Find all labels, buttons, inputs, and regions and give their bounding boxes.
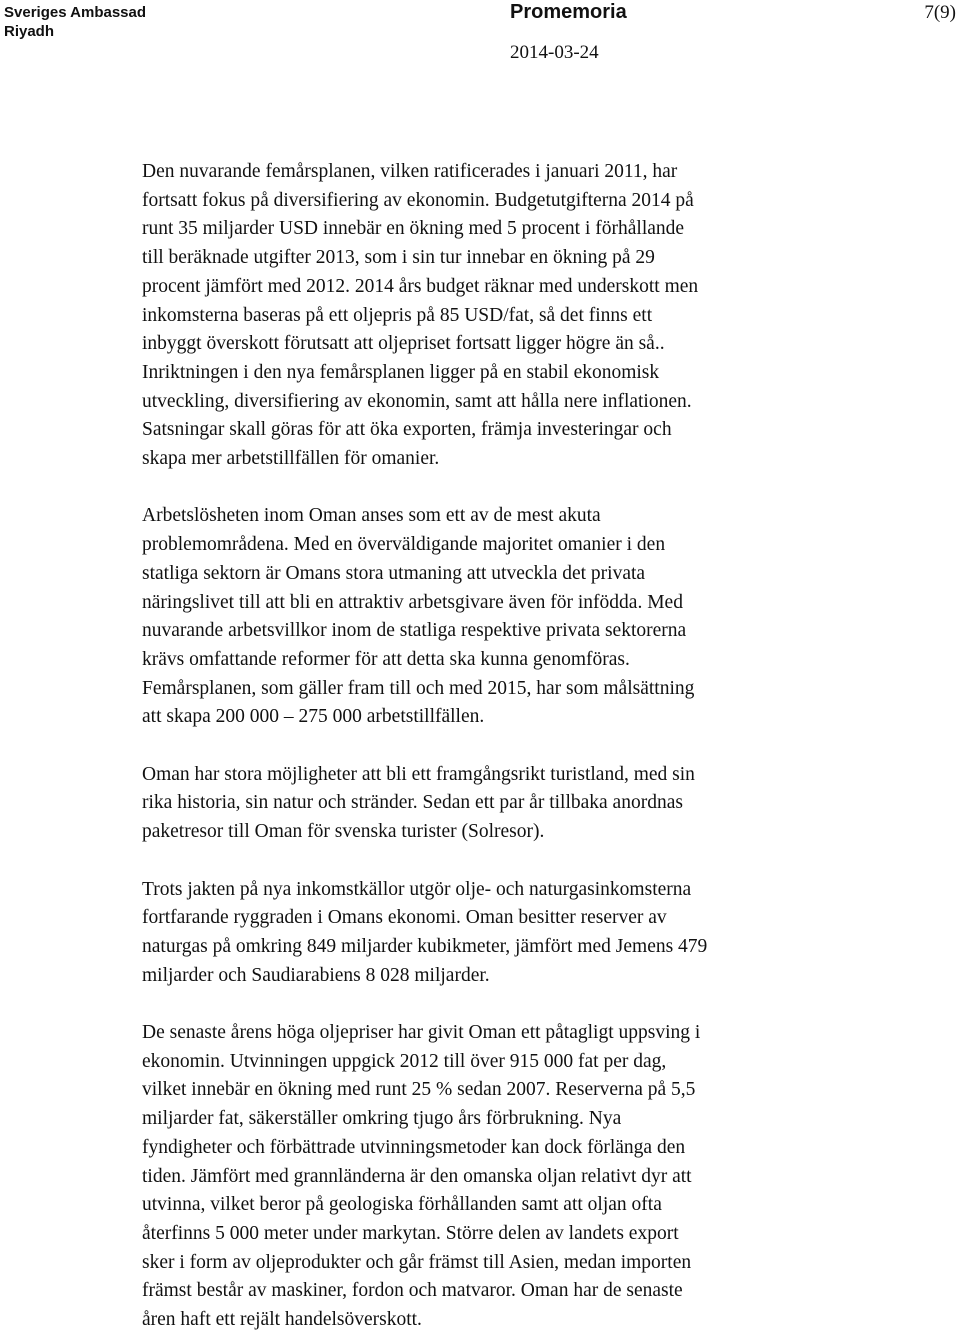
body-paragraph [142, 158, 942, 474]
paragraph-line: krävs omfattande reformer för att detta ska kunna genomföras. [142, 648, 630, 670]
paragraph-line: paketresor till Oman för svenska turister (Solresor). [142, 821, 545, 843]
paragraph-line: ekonomin. Utvinningen uppgick 2012 till över 915 000 fat per dag, [142, 1050, 667, 1072]
paragraph-line: att skapa 200 000 – 275 000 arbetstillfällen. [142, 706, 485, 728]
document-type: Promemoria [510, 1, 627, 23]
paragraph-line: inbyggt överskott förutsatt att oljepriset fortsatt ligger högre än så.. [142, 333, 665, 355]
paragraph-line: utvinna, vilket beror på geologiska förhållanden samt att oljan ofta [142, 1194, 662, 1216]
paragraph-line: Femårsplanen, som gäller fram till och med 2015, har som målsättning [142, 677, 695, 699]
document-date: 2014-03-24 [510, 42, 599, 63]
paragraph-line: Oman har stora möjligheter att bli ett framgångsrikt turistland, med sin [142, 763, 695, 785]
paragraph-line: problemområdena. Med en överväldigande majoritet omanier i den [142, 534, 666, 556]
paragraph-line: sker i form av oljeprodukter och går främst till Asien, medan importen [142, 1251, 692, 1273]
paragraph-line: Arbetslösheten inom Oman anses som ett av de mest akuta [142, 505, 601, 527]
body-paragraph [142, 876, 942, 991]
document-body [142, 158, 942, 1335]
organization-name: Sveriges Ambassad [4, 4, 147, 21]
body-paragraph [142, 502, 942, 732]
paragraph-line: naturgas på omkring 849 miljarder kubikmeter, jämfört med Jemens 479 [142, 935, 708, 957]
body-paragraph [142, 761, 942, 847]
paragraph-line: fortfarande ryggraden i Omans ekonomi. Oman besitter reserver av [142, 907, 667, 929]
paragraph-line: vilket innebär en ökning med runt 25 % sedan 2007. Reserverna på 5,5 [142, 1079, 696, 1101]
paragraph-line: De senaste årens höga oljepriser har givit Oman ett påtagligt uppsving i [142, 1022, 701, 1044]
paragraph-line: nuvarande arbetsvillkor inom de statliga respektive privata sektorerna [142, 620, 687, 642]
paragraph-line: Trots jakten på nya inkomstkällor utgör olje- och naturgasinkomsterna [142, 878, 692, 900]
paragraph-line: statliga sektorn är Omans stora utmaning att utveckla det privata [142, 562, 646, 584]
paragraph-line: åren haft ett rejält handelsöverskott. [142, 1309, 422, 1331]
paragraph-line: till beräknade utgifter 2013, som i sin tur innebar en ökning på 29 [142, 247, 655, 269]
body-paragraph [142, 1019, 942, 1335]
paragraph-line: återfinns 5 000 meter under markytan. Större delen av landets export [142, 1222, 679, 1244]
paragraph-line: främst består av maskiner, fordon och matvaror. Oman har de senaste [142, 1280, 683, 1302]
paragraph-line: utveckling, diversifiering av ekonomin, samt att hålla nere inflationen. [142, 390, 692, 412]
paragraph-line: Inriktningen i den nya femårsplanen ligger på en stabil ekonomisk [142, 361, 660, 383]
paragraph-line: Den nuvarande femårsplanen, vilken ratificerades i januari 2011, har [142, 161, 678, 182]
page-header [0, 0, 960, 72]
paragraph-line: tiden. Jämfört med grannländerna är den omanska oljan relativt dyr att [142, 1165, 692, 1187]
paragraph-line: fyndigheter och förbättrade utvinningsmetoder kan dock förlänga den [142, 1136, 686, 1158]
page-number: 7(9) [924, 2, 956, 23]
paragraph-line: rika historia, sin natur och stränder. Sedan ett par år tillbaka anordnas [142, 792, 683, 814]
paragraph-line: miljarder fat, säkerställer omkring tjugo års förbrukning. Nya [142, 1108, 622, 1130]
paragraph-line: inkomsterna baseras på ett oljepris på 85 USD/fat, så det finns ett [142, 304, 653, 326]
paragraph-line: näringslivet till att bli en attraktiv arbetsgivare även för infödda. Med [142, 591, 683, 613]
paragraph-line: fortsatt fokus på diversifiering av ekonomin. Budgetutgifterna 2014 på [142, 189, 694, 211]
paragraph-line: Satsningar skall göras för att öka exporten, främja investeringar och [142, 419, 672, 441]
paragraph-line: runt 35 miljarder USD innebär en ökning med 5 procent i förhållande [142, 218, 685, 240]
organization-city: Riyadh [4, 23, 55, 40]
paragraph-line: miljarder och Saudiarabiens 8 028 miljarder. [142, 964, 490, 986]
paragraph-line: skapa mer arbetstillfällen för omanier. [142, 448, 440, 470]
paragraph-line: procent jämfört med 2012. 2014 års budget räknar med underskott men [142, 275, 699, 297]
